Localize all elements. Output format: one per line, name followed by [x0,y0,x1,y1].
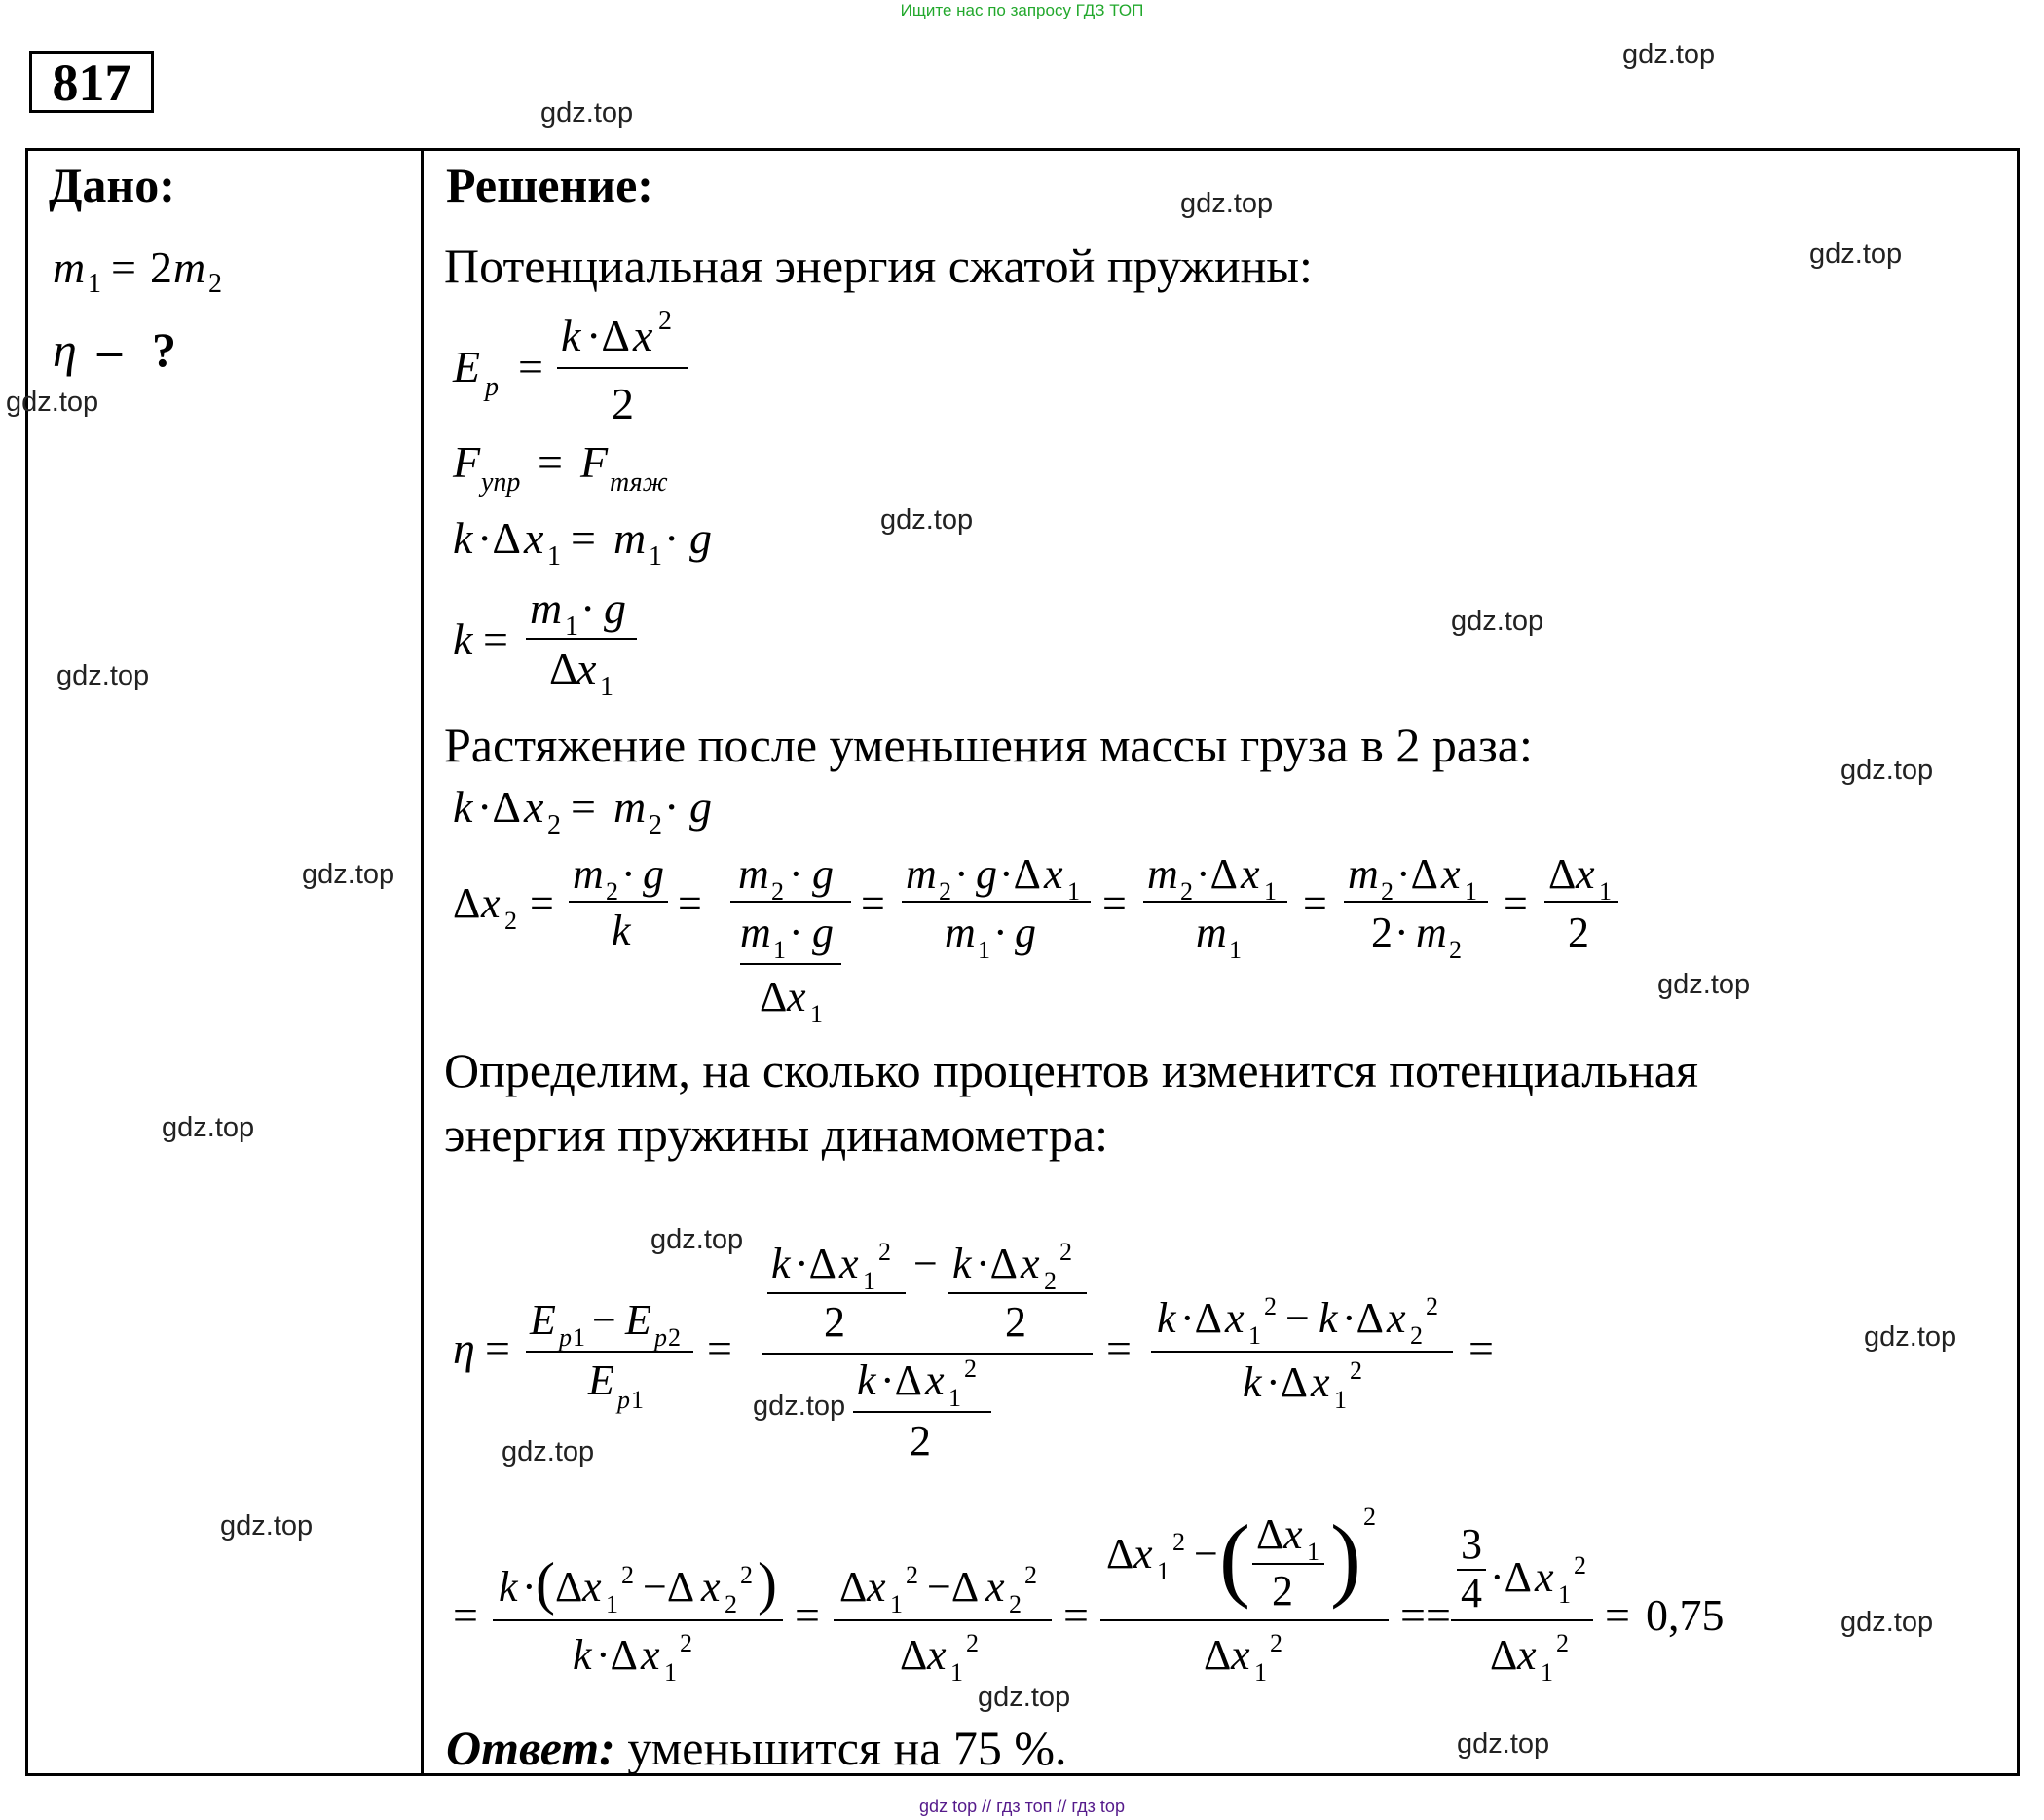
svg-text:x: x [524,513,544,563]
svg-text:2: 2 [1024,1561,1037,1589]
paragraph-potential-energy: Потенциальная энергия сжатой пружины: [444,239,1313,293]
svg-text:x: x [641,1631,660,1679]
svg-text:2: 2 [1350,1356,1362,1385]
svg-text:2: 2 [1044,1267,1057,1295]
top-banner[interactable]: Ищите нас по запросу ГДЗ ТОП [900,1,1144,19]
svg-text:·Δ: ·Δ [999,850,1041,898]
svg-text:p: p [617,1386,630,1414]
svg-text:x: x [1283,1510,1303,1558]
svg-text:Δ: Δ [900,1631,928,1679]
given-mass-relation-formula [51,240,284,302]
svg-text:−: − [1194,1530,1218,1578]
svg-text:x: x [927,1631,947,1679]
svg-text:x: x [1241,850,1260,898]
svg-text:g: g [976,850,997,898]
svg-text:·Δ: ·Δ [586,311,630,360]
svg-text:·: · [580,584,596,633]
svg-text:=: = [530,879,554,927]
svg-text:2: 2 [668,1323,681,1352]
svg-text:g: g [643,850,664,898]
svg-text:g: g [689,782,712,832]
watermark[interactable]: gdz.top [302,859,395,890]
svg-text:E: E [588,1356,614,1404]
formula-force-equality [448,434,701,502]
svg-text:2: 2 [1381,877,1394,906]
svg-text:=: = [1504,879,1528,927]
svg-text:·Δ: ·Δ [1266,1358,1308,1406]
svg-text:Δ: Δ [1256,1510,1284,1558]
svg-text:x: x [1535,1553,1554,1601]
svg-text:1: 1 [1067,877,1080,906]
svg-text:(: ( [1219,1505,1250,1610]
svg-text:=: = [1468,1323,1494,1373]
paragraph-stretch: Растяжение после уменьшения массы груза в 2 раза: [444,718,1533,772]
svg-text:Δ: Δ [1490,1631,1518,1679]
svg-text:2: 2 [1009,1590,1022,1618]
svg-text:2: 2 [606,877,618,906]
svg-text:E: E [530,1296,556,1344]
svg-text:p: p [485,372,499,402]
svg-text:1: 1 [1157,1557,1170,1585]
svg-text:x: x [481,879,501,927]
svg-text:·Δ: ·Δ [795,1240,836,1287]
svg-text:·: · [664,782,680,832]
svg-text:·Δ: ·Δ [976,1240,1018,1287]
svg-text:=: = [538,437,563,487]
svg-text:·Δ: ·Δ [596,1631,638,1679]
svg-text:=: = [485,1323,510,1373]
svg-text:Δ: Δ [549,644,578,693]
svg-text:x: x [1311,1358,1330,1406]
given-mass-relation [51,240,284,307]
svg-text:–: – [97,323,122,377]
svg-text:x: x [1044,850,1063,898]
bottom-banner[interactable]: gdz top // гдз топ // гдз top [919,1797,1125,1816]
svg-text:m: m [1416,909,1447,956]
given-unknown-formula [51,323,245,386]
svg-text:x: x [1517,1631,1537,1679]
watermark[interactable]: gdz.top [1622,39,1716,70]
svg-text:x: x [787,973,806,1021]
svg-text:m: m [1348,850,1379,898]
svg-text:m: m [613,513,647,563]
svg-text:Δ: Δ [1106,1530,1134,1578]
formula-efficiency-1 [448,1227,1558,1500]
svg-text:2: 2 [504,907,517,935]
svg-text:F: F [453,437,481,487]
svg-text:F: F [580,437,609,487]
svg-text:m: m [740,909,771,956]
svg-text:m: m [738,850,769,898]
svg-text:·Δ: ·Δ [1396,850,1438,898]
svg-text:4: 4 [1461,1569,1482,1616]
svg-text:x: x [633,311,653,360]
svg-text:−: − [1285,1294,1310,1342]
svg-text:1: 1 [664,1658,677,1687]
solution-heading: Решение: [446,158,653,212]
svg-text:2: 2 [878,1238,891,1266]
svg-text:η: η [53,323,77,377]
svg-text:1: 1 [88,269,101,299]
svg-text:=: = [795,1590,820,1640]
svg-text:Δ: Δ [1204,1631,1232,1679]
watermark[interactable]: gdz.top [1457,1728,1550,1760]
svg-text:=: = [1063,1590,1089,1640]
svg-text:2: 2 [208,269,222,299]
svg-text:2: 2 [964,1355,977,1383]
formula-spring-force-2 [448,779,740,847]
svg-text:1: 1 [890,1590,903,1618]
svg-text:2: 2 [1005,1298,1026,1346]
svg-text:·Δ: ·Δ [1342,1294,1384,1342]
svg-text:g: g [604,584,626,633]
svg-text:=: = [678,879,702,927]
svg-text:k: k [612,907,631,954]
svg-text:x: x [1387,1294,1406,1342]
svg-text:=: = [707,1323,732,1373]
svg-text:x: x [985,1563,1005,1611]
svg-text:·Δ: ·Δ [1196,850,1238,898]
svg-text:m: m [1147,850,1178,898]
svg-text:k: k [453,782,473,832]
svg-text:m: m [573,850,604,898]
svg-text:x: x [1231,1631,1250,1679]
svg-text:2: 2 [939,877,951,906]
svg-text:x: x [1441,850,1461,898]
given-heading: Дано: [49,158,175,212]
watermark[interactable]: gdz.top [753,1391,846,1422]
svg-text:2: 2 [1371,909,1393,956]
watermark[interactable]: gdz.top [1840,755,1934,786]
svg-text:2: 2 [1410,1321,1423,1350]
svg-text:2: 2 [547,810,561,840]
svg-text:): ) [758,1551,777,1616]
svg-text:1: 1 [1248,1321,1261,1350]
svg-text:2: 2 [966,1629,979,1657]
svg-text:g: g [812,909,834,956]
svg-text:тяж: тяж [610,467,668,498]
watermark[interactable]: gdz.top [1864,1321,1957,1353]
svg-text:1: 1 [1599,877,1612,906]
svg-text:): ) [1330,1505,1361,1610]
svg-text:1: 1 [649,541,662,572]
svg-text:·Δ: ·Δ [477,513,521,563]
svg-text:k: k [573,1631,592,1679]
svg-text:2: 2 [1568,909,1589,956]
svg-text:k: k [453,614,473,664]
svg-text:=: = [861,879,885,927]
svg-text:=: = [518,342,543,391]
svg-text:1: 1 [1465,877,1477,906]
svg-text:m: m [613,782,647,832]
watermark[interactable]: gdz.top [978,1682,1071,1713]
svg-text:2: 2 [910,1417,931,1465]
svg-text:2: 2 [771,877,784,906]
answer-line [446,1718,1067,1778]
svg-text:1: 1 [573,1323,585,1352]
svg-text:k: k [1157,1294,1176,1342]
svg-text:2: 2 [649,810,662,840]
watermark[interactable]: gdz.top [1180,188,1274,219]
svg-text:Δ: Δ [1548,850,1577,898]
svg-text:m: m [945,909,976,956]
svg-text:x: x [701,1563,721,1611]
svg-text:·Δ: ·Δ [1180,1294,1222,1342]
svg-text:2: 2 [1270,1629,1282,1657]
svg-text:1: 1 [810,1000,823,1028]
svg-text:2: 2 [1059,1238,1072,1266]
watermark[interactable]: gdz.top [650,1224,744,1255]
svg-text:x: x [867,1563,886,1611]
svg-text:k: k [952,1240,972,1287]
svg-text:1: 1 [863,1267,875,1295]
svg-text:1: 1 [606,1590,618,1618]
svg-text:2: 2 [1426,1292,1438,1320]
formula-spring-force-1 [448,510,740,578]
svg-text:1: 1 [1541,1658,1553,1687]
svg-text:k: k [1319,1294,1338,1342]
svg-text:x: x [576,644,597,693]
svg-text:=: = [1102,879,1127,927]
svg-text:x: x [1576,850,1595,898]
formula-stiffness [448,584,662,701]
svg-text:1: 1 [631,1386,644,1414]
watermark[interactable]: gdz.top [540,97,634,129]
svg-text:−Δ: −Δ [927,1563,980,1611]
paragraph-percent-line1: Определим, на сколько процентов изменится потенциальная [444,1043,1698,1097]
svg-text:=: = [571,782,596,832]
svg-text:k: k [453,513,473,563]
svg-text:g: g [812,850,834,898]
watermark[interactable]: gdz.top [502,1436,595,1467]
svg-text:1: 1 [1558,1580,1571,1609]
formula-efficiency-2 [448,1500,1772,1724]
svg-text:=: = [1303,879,1327,927]
svg-text:Δ: Δ [760,973,788,1021]
result-value: 0,75 [1646,1590,1725,1640]
formula-stretch-derivation [448,847,1655,1032]
svg-text:·: · [789,909,803,956]
svg-text:·Δ: ·Δ [1490,1553,1532,1601]
svg-text:g: g [689,513,712,563]
svg-text:2: 2 [658,306,672,336]
svg-text:2: 2 [1363,1503,1376,1531]
svg-text:Δ: Δ [839,1563,868,1611]
svg-text:x: x [839,1240,859,1287]
svg-text:Δ: Δ [453,879,481,927]
watermark[interactable]: gdz.top [220,1510,314,1541]
svg-text:·: · [954,850,969,898]
svg-text:2: 2 [612,379,634,428]
watermark[interactable]: gdz.top [1809,239,1903,270]
watermark[interactable]: gdz.top [880,504,974,536]
given-unknown [51,323,245,390]
svg-text:1: 1 [773,936,786,964]
svg-text:2: 2 [824,1298,845,1346]
svg-text:p: p [654,1323,667,1352]
svg-text:x: x [925,1356,945,1404]
watermark[interactable]: gdz.top [6,387,99,418]
svg-text:·Δ: ·Δ [477,782,521,832]
svg-text:·: · [522,1563,537,1611]
svg-text:2: 2 [1264,1292,1277,1320]
svg-text:1: 1 [565,612,578,642]
column-divider [421,148,424,1776]
svg-text:1: 1 [948,1384,961,1412]
answer-label: Ответ: [446,1721,615,1775]
svg-text:p: p [559,1323,572,1352]
svg-text:−: − [913,1240,938,1287]
svg-text:m: m [906,850,937,898]
svg-text:m: m [530,584,563,633]
watermark[interactable]: gdz.top [56,660,150,691]
svg-text:=: = [1106,1323,1132,1373]
svg-text:1: 1 [950,1658,963,1687]
svg-text:m: m [1196,909,1227,956]
svg-text:2: 2 [1574,1551,1586,1579]
svg-text:2: 2 [1180,877,1193,906]
svg-text:·: · [664,513,680,563]
answer-text: уменьшится на 75 %. [614,1721,1067,1775]
svg-text:−: − [592,1296,616,1344]
svg-text:η: η [453,1323,475,1373]
svg-text:2: 2 [1172,1528,1185,1556]
watermark[interactable]: gdz.top [1451,606,1544,637]
watermark[interactable]: gdz.top [162,1112,255,1143]
svg-text:2: 2 [740,1561,753,1589]
svg-text:2: 2 [906,1561,918,1589]
svg-text:x: x [582,1563,602,1611]
svg-text:2: 2 [725,1590,737,1618]
svg-text:2: 2 [680,1629,692,1657]
svg-text:x: x [1133,1530,1153,1578]
watermark[interactable]: gdz.top [1657,969,1751,1000]
svg-text:2: 2 [150,242,172,292]
svg-text:·: · [789,850,803,898]
task-number: 817 [29,51,154,113]
svg-text:2: 2 [1449,936,1462,964]
svg-text:1: 1 [1229,936,1242,964]
svg-text:(: ( [536,1551,555,1616]
svg-text:1: 1 [1264,877,1277,906]
svg-text:k: k [561,311,581,360]
svg-text:3: 3 [1461,1520,1482,1568]
svg-text:?: ? [152,323,176,377]
svg-text:2: 2 [1272,1567,1293,1615]
watermark[interactable]: gdz.top [1840,1607,1934,1638]
svg-text:k: k [771,1240,791,1287]
svg-text:x: x [1021,1240,1040,1287]
paragraph-percent-line2: энергия пружины динамометра: [444,1107,1108,1162]
svg-text:m: m [53,242,86,292]
svg-text:Δ: Δ [555,1563,583,1611]
svg-text:m: m [173,242,206,292]
svg-text:E: E [453,342,481,391]
svg-text:1: 1 [1254,1658,1267,1687]
svg-text:E: E [625,1296,651,1344]
svg-text:=: = [483,614,508,664]
svg-text:g: g [1015,909,1036,956]
svg-text:·: · [621,850,636,898]
svg-text:·: · [1394,909,1409,956]
svg-text:1: 1 [547,541,561,572]
formula-potential-energy [448,304,721,430]
svg-text:2: 2 [1556,1629,1569,1657]
svg-text:=: = [453,1590,478,1640]
svg-text:==: == [1400,1590,1451,1640]
svg-text:k: k [857,1356,876,1404]
svg-text:1: 1 [1307,1538,1319,1566]
svg-text:1: 1 [1334,1386,1347,1414]
svg-text:·: · [993,909,1008,956]
svg-text:x: x [1225,1294,1245,1342]
svg-text:−Δ: −Δ [643,1563,695,1611]
svg-text:=: = [571,513,596,563]
svg-text:·Δ: ·Δ [880,1356,922,1404]
svg-text:1: 1 [978,936,990,964]
svg-text:k: k [499,1563,518,1611]
svg-text:x: x [524,782,544,832]
svg-text:k: k [1243,1358,1262,1406]
svg-text:2: 2 [621,1561,634,1589]
svg-text:1: 1 [600,672,613,701]
svg-text:упр: упр [481,467,521,498]
svg-text:=: = [111,242,136,292]
svg-text:=: = [1605,1590,1630,1640]
